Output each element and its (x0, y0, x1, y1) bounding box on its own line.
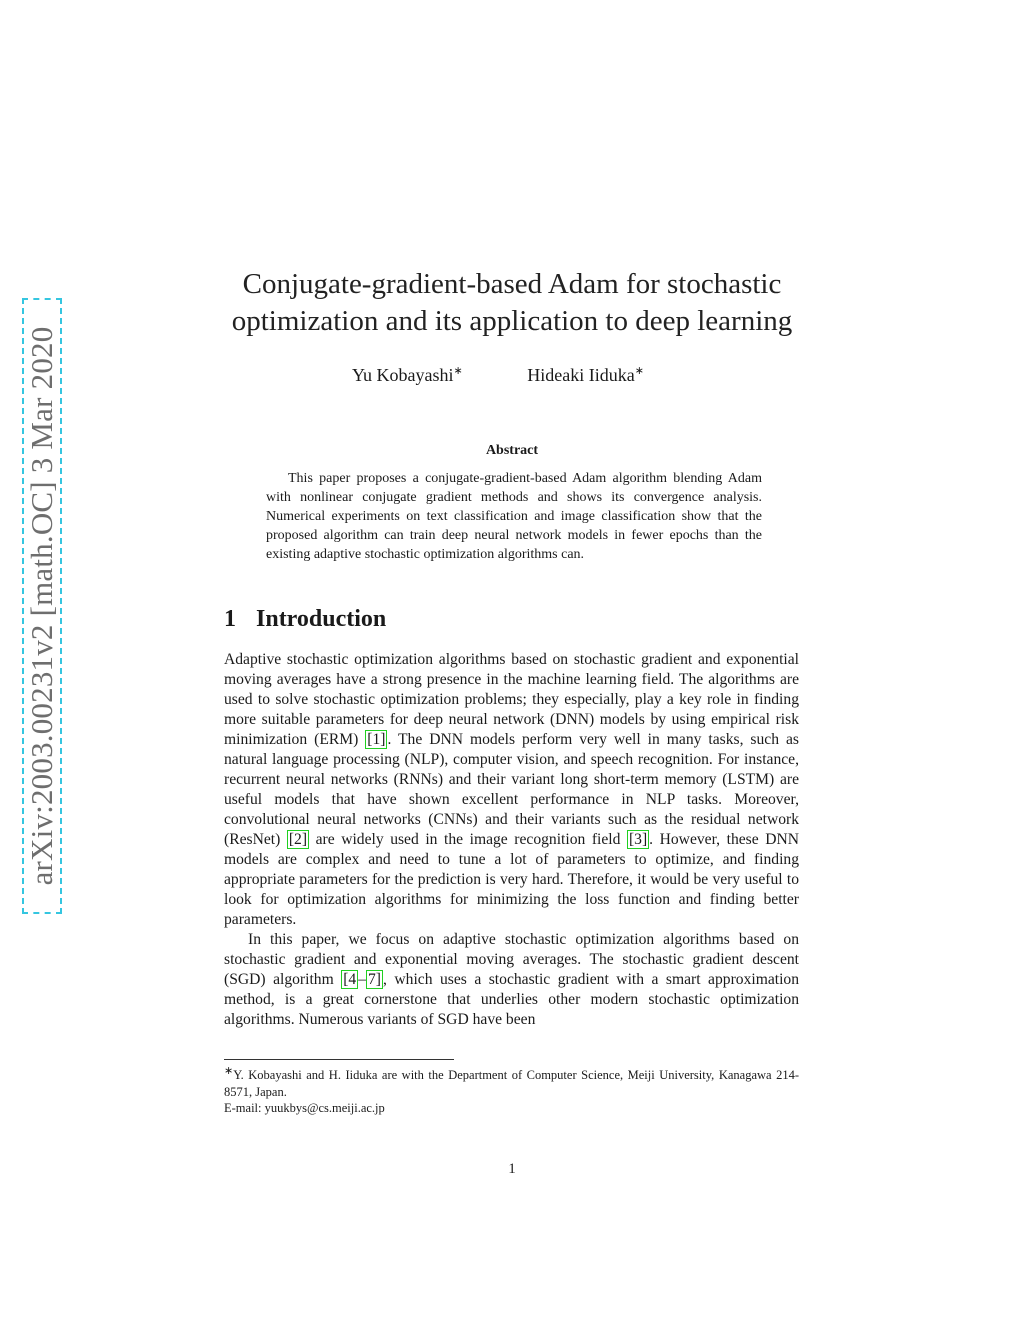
text-run: , which uses a stochastic gradient with a smart approximation method, is a great cornerstone that underlies other modern stochastic optimization algorithms. Numerous variants of SGD have been (224, 971, 800, 1028)
paragraph-1 (224, 650, 799, 930)
author-name: Hideaki Iiduka (527, 365, 635, 385)
section-number: 1 (224, 606, 236, 632)
footnote (224, 1063, 799, 1117)
abstract-text: This paper proposes a conjugate-gradient-based Adam algorithm blending Adam with nonlinear conjugate gradient methods and shows its convergence analysis. Numerical experiments on text classification and image classification show that the proposed algorithm can train deep neural network models in fewer epochs than the existing adaptive stochastic optimization algorithms can. (266, 471, 762, 562)
arxiv-stamp (22, 298, 62, 914)
text-run: In this paper, we focus on adaptive stochastic optimization algorithms based on stochastic gradient and exponential moving averages. The stochastic gradient descent (SGD) algorithm (224, 931, 799, 988)
footnote-mark: ∗ (224, 1065, 234, 1077)
citation-dash: – (358, 971, 366, 988)
citation-link[interactable]: [2] (288, 831, 308, 848)
footnote-email: E-mail: yuukbys@cs.meiji.ac.jp (224, 1101, 385, 1116)
text-run: are widely used in the image recognition field (309, 831, 627, 848)
body-text (224, 650, 799, 1030)
paragraph-2 (224, 930, 799, 1030)
title-line-1: Conjugate-gradient-based Adam for stochastic (242, 268, 782, 300)
author-footnote-mark: ∗ (453, 365, 463, 377)
footnote-rule (224, 1059, 454, 1060)
author-1 (352, 364, 463, 386)
author-list (352, 364, 644, 386)
citation-link[interactable]: [4 (343, 971, 357, 988)
text-run: Adaptive stochastic optimization algorithms based on stochastic gradient and exponential moving averages have a strong presence in the machine learning field. The algorithms are used to solve stochastic optimization problems; they especially, play a key role in finding more suitable parameters for deep neural network (DNN) models by using empirical risk minimization (ERM) (224, 651, 799, 748)
citation-link[interactable]: [1] (367, 731, 386, 748)
section-title: Introduction (256, 606, 387, 632)
text-run: . However, these DNN models are complex and need to tune a lot of parameters to optimize, and finding appropriate parameters for the prediction is very hard. Therefore, it would be very useful to look for optimization algorithms for minimizing the loss function and finding better parameters. (224, 831, 799, 928)
paper-title (210, 266, 814, 340)
abstract-heading: Abstract (485, 443, 539, 458)
footnote-affiliation (224, 1063, 799, 1100)
author-2 (527, 364, 644, 386)
text-run: . The DNN models perform very well in many tasks, such as natural language processing (NLP), computer vision, and speech recognition. For instance, recurrent neural networks (RNNs) and their variant long short-term memory (LSTM) are useful models that have shown excellent performance in NLP tasks. Moreover, convolutional neural networks (CNNs) and their variants such as the residual network (ResNet) (224, 731, 799, 848)
author-footnote-mark: ∗ (634, 365, 644, 377)
citation-link[interactable]: [3] (628, 831, 648, 848)
page-number: 1 (508, 1161, 516, 1177)
author-name: Yu Kobayashi (352, 365, 454, 385)
footnote-text: Y. Kobayashi and H. Iiduka are with the Department of Computer Science, Meiji University, Kanagawa 214-8571, Japan. (224, 1068, 799, 1099)
arxiv-identifier: arXiv:2003.00231v2 [math.OC] 3 Mar 2020 (24, 326, 59, 886)
citation-link[interactable]: 7] (368, 971, 381, 988)
title-line-2: optimization and its application to deep learning (231, 305, 793, 337)
section-heading (224, 606, 386, 633)
